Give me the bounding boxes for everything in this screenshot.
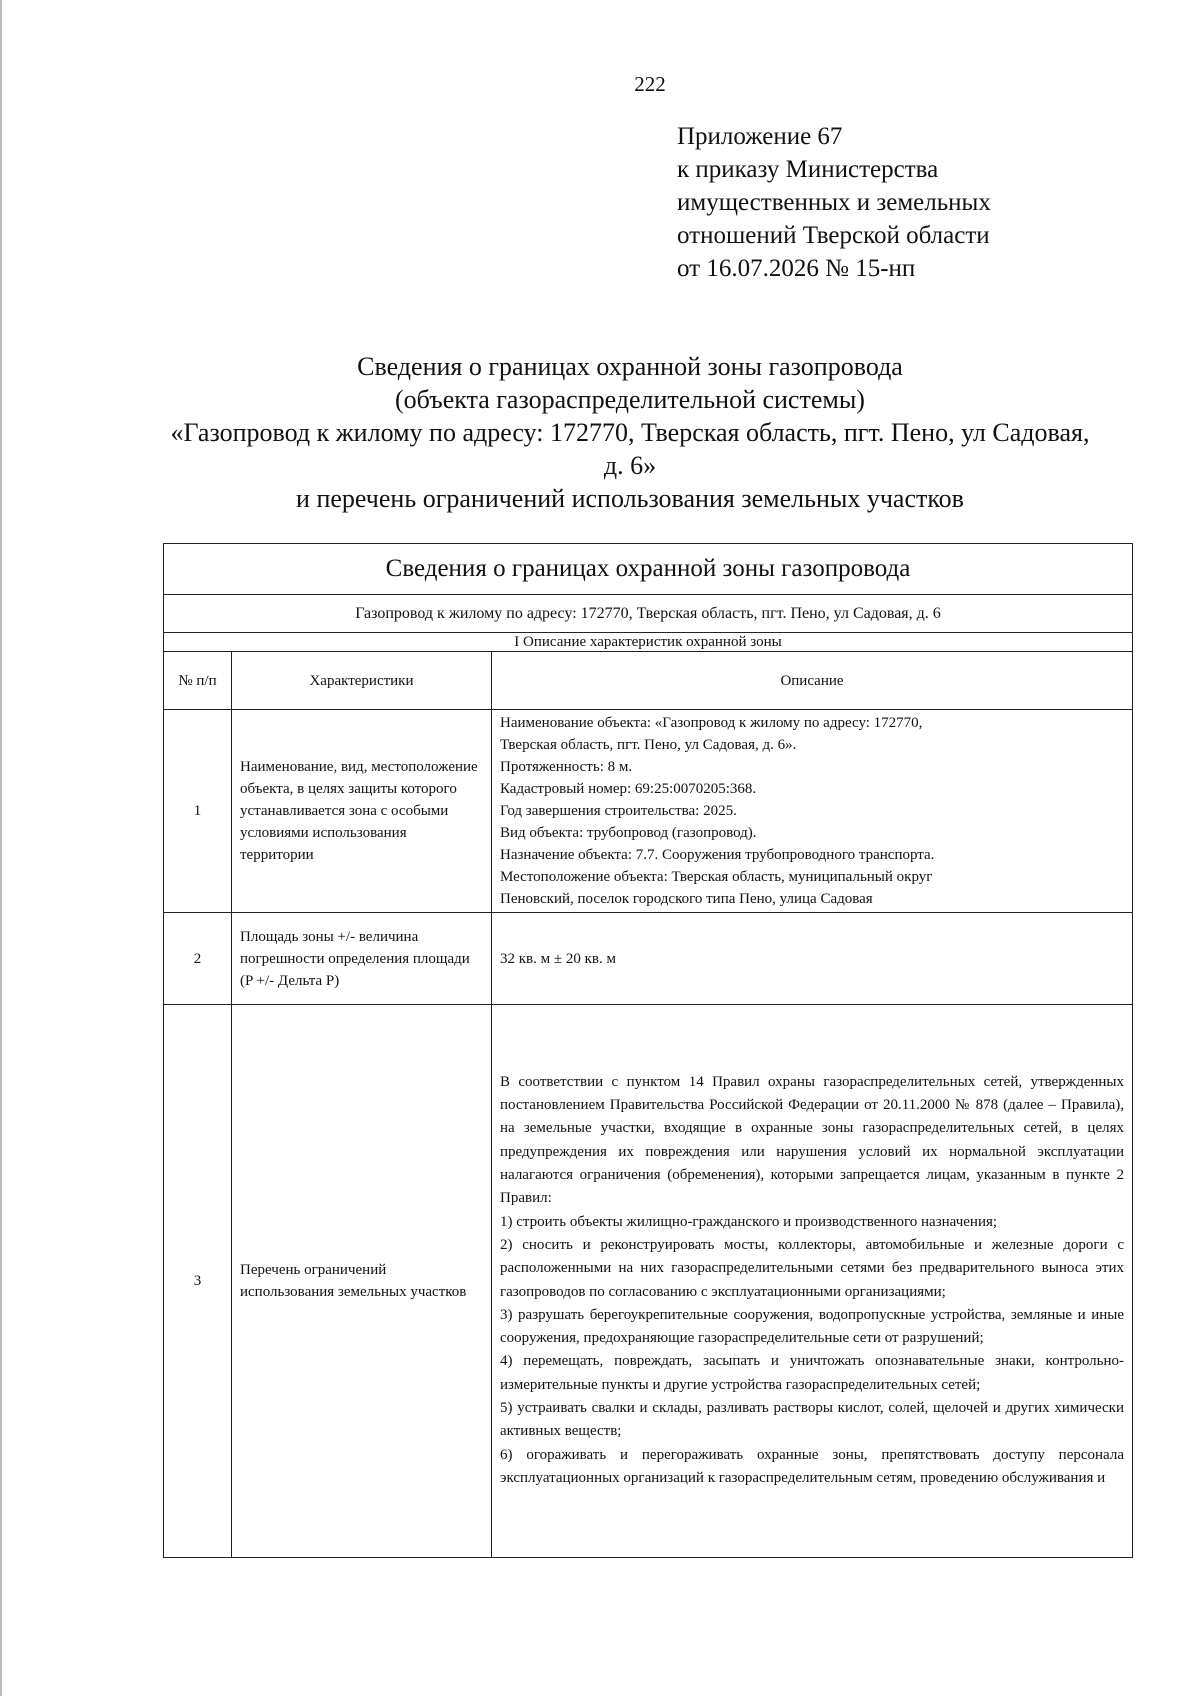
description-line: Вид объекта: трубопровод (газопровод). — [500, 825, 757, 841]
description-paragraph: 1) строить объекты жилищно-гражданского и производственного назначения; — [500, 1213, 998, 1230]
table-row — [164, 710, 1133, 913]
description-paragraph: 3) разрушать берегоукрепительные сооружения, водопропускные устройства, земляные и иные сооружения, предохраняющие газораспределительные сети от разрушений; — [500, 1306, 1124, 1347]
table-row — [164, 913, 1133, 1005]
row-description — [492, 710, 1133, 913]
column-header-characteristics: Характеристики — [232, 652, 492, 710]
zone-info-table — [163, 543, 1133, 1558]
page-number: 222 — [634, 72, 666, 96]
scan-edge — [0, 0, 2, 1696]
appendix-line: Приложение 67 — [677, 123, 843, 150]
row-description: 32 кв. м ± 20 кв. м — [492, 913, 1133, 1005]
row-characteristic: Перечень ограничений использования земельных участков — [232, 1005, 492, 1558]
appendix-line: от 16.07.2026 № 15-нп — [677, 255, 916, 282]
description-line: Пеновский, поселок городского типа Пено, улица Садовая — [500, 891, 873, 907]
description-paragraph: 2) сносить и реконструировать мосты, коллекторы, автомобильные и железные дороги с расположенными на них газораспределительными сетями без предварительного выноса этих газопроводов по согласованию с эксплуатационными организациями; — [500, 1236, 1124, 1300]
description-paragraph: В соответствии с пунктом 14 Правил охраны газораспределительных сетей, утвержденных постановлением Правительства Российской Федерации от 20.11.2000 № 878 (далее – Правила), на земельные участки, входящие в охранные зоны газораспределительных сетей, в целях предупреждения их повреждения или нарушения условий их нормальной эксплуатации налагаются ограничения (обременения), которыми запрещается лицам, указанным в пункте 2 Правил: — [500, 1073, 1124, 1207]
appendix-line: к приказу Министерства — [677, 156, 939, 183]
appendix-line: имущественных и земельных — [677, 189, 991, 216]
document-title — [170, 350, 1090, 515]
description-line: Тверская область, пгт. Пено, ул Садовая, д. 6». — [500, 737, 797, 753]
row-characteristic: Наименование, вид, местоположение объекта, в целях защиты которого устанавливается зона с особыми условиями использования территории — [232, 710, 492, 913]
description-line: Год завершения строительства: 2025. — [500, 803, 737, 819]
description-paragraph: 6) огораживать и перегораживать охранные зоны, препятствовать доступу персонала эксплуатационных организаций к газораспределительным сетям, проведению обслуживания и — [500, 1446, 1124, 1486]
table-section-title: I Описание характеристик охранной зоны — [164, 633, 1133, 652]
description-line: Кадастровый номер: 69:25:0070205:368. — [500, 781, 757, 797]
title-line: и перечень ограничений использования земельных участков — [296, 484, 964, 513]
row-number: 1 — [164, 710, 232, 913]
table-object-name: Газопровод к жилому по адресу: 172770, Тверская область, пгт. Пено, ул Садовая, д. 6 — [164, 595, 1133, 633]
title-line: «Газопровод к жилому по адресу: 172770, Тверская область, пгт. Пено, ул Садовая, д. 6» — [170, 418, 1090, 480]
row-number: 3 — [164, 1005, 232, 1558]
description-line: Протяженность: 8 м. — [500, 759, 633, 775]
description-line: Местоположение объекта: Тверская область, муниципальный округ — [500, 869, 933, 885]
column-header-description: Описание — [492, 652, 1133, 710]
description-paragraph: 4) перемещать, повреждать, засыпать и уничтожать опознавательные знаки, контрольно-измерительные пункты и другие устройства газораспределительных сетей; — [500, 1353, 1124, 1393]
description-line: Назначение объекта: 7.7. Сооружения трубопроводного транспорта. — [500, 847, 935, 863]
appendix-block — [677, 120, 991, 285]
title-line: (объекта газораспределительной системы) — [395, 385, 865, 414]
table-header-row — [164, 652, 1133, 710]
description-line: Наименование объекта: «Газопровод к жилому по адресу: 172770, — [500, 715, 923, 731]
appendix-line: отношений Тверской области — [677, 222, 990, 249]
row-number: 2 — [164, 913, 232, 1005]
description-paragraph: 5) устраивать свалки и склады, разливать растворы кислот, солей, щелочей и других химически активных веществ; — [500, 1399, 1124, 1440]
row-description — [492, 1005, 1133, 1558]
table-row — [164, 1005, 1133, 1558]
table-heading: Сведения о границах охранной зоны газопровода — [164, 544, 1133, 595]
row-characteristic: Площадь зоны +/- величина погрешности определения площади (P +/- Дельта P) — [232, 913, 492, 1005]
title-line: Сведения о границах охранной зоны газопровода — [357, 352, 903, 381]
column-header-num: № п/п — [164, 652, 232, 710]
